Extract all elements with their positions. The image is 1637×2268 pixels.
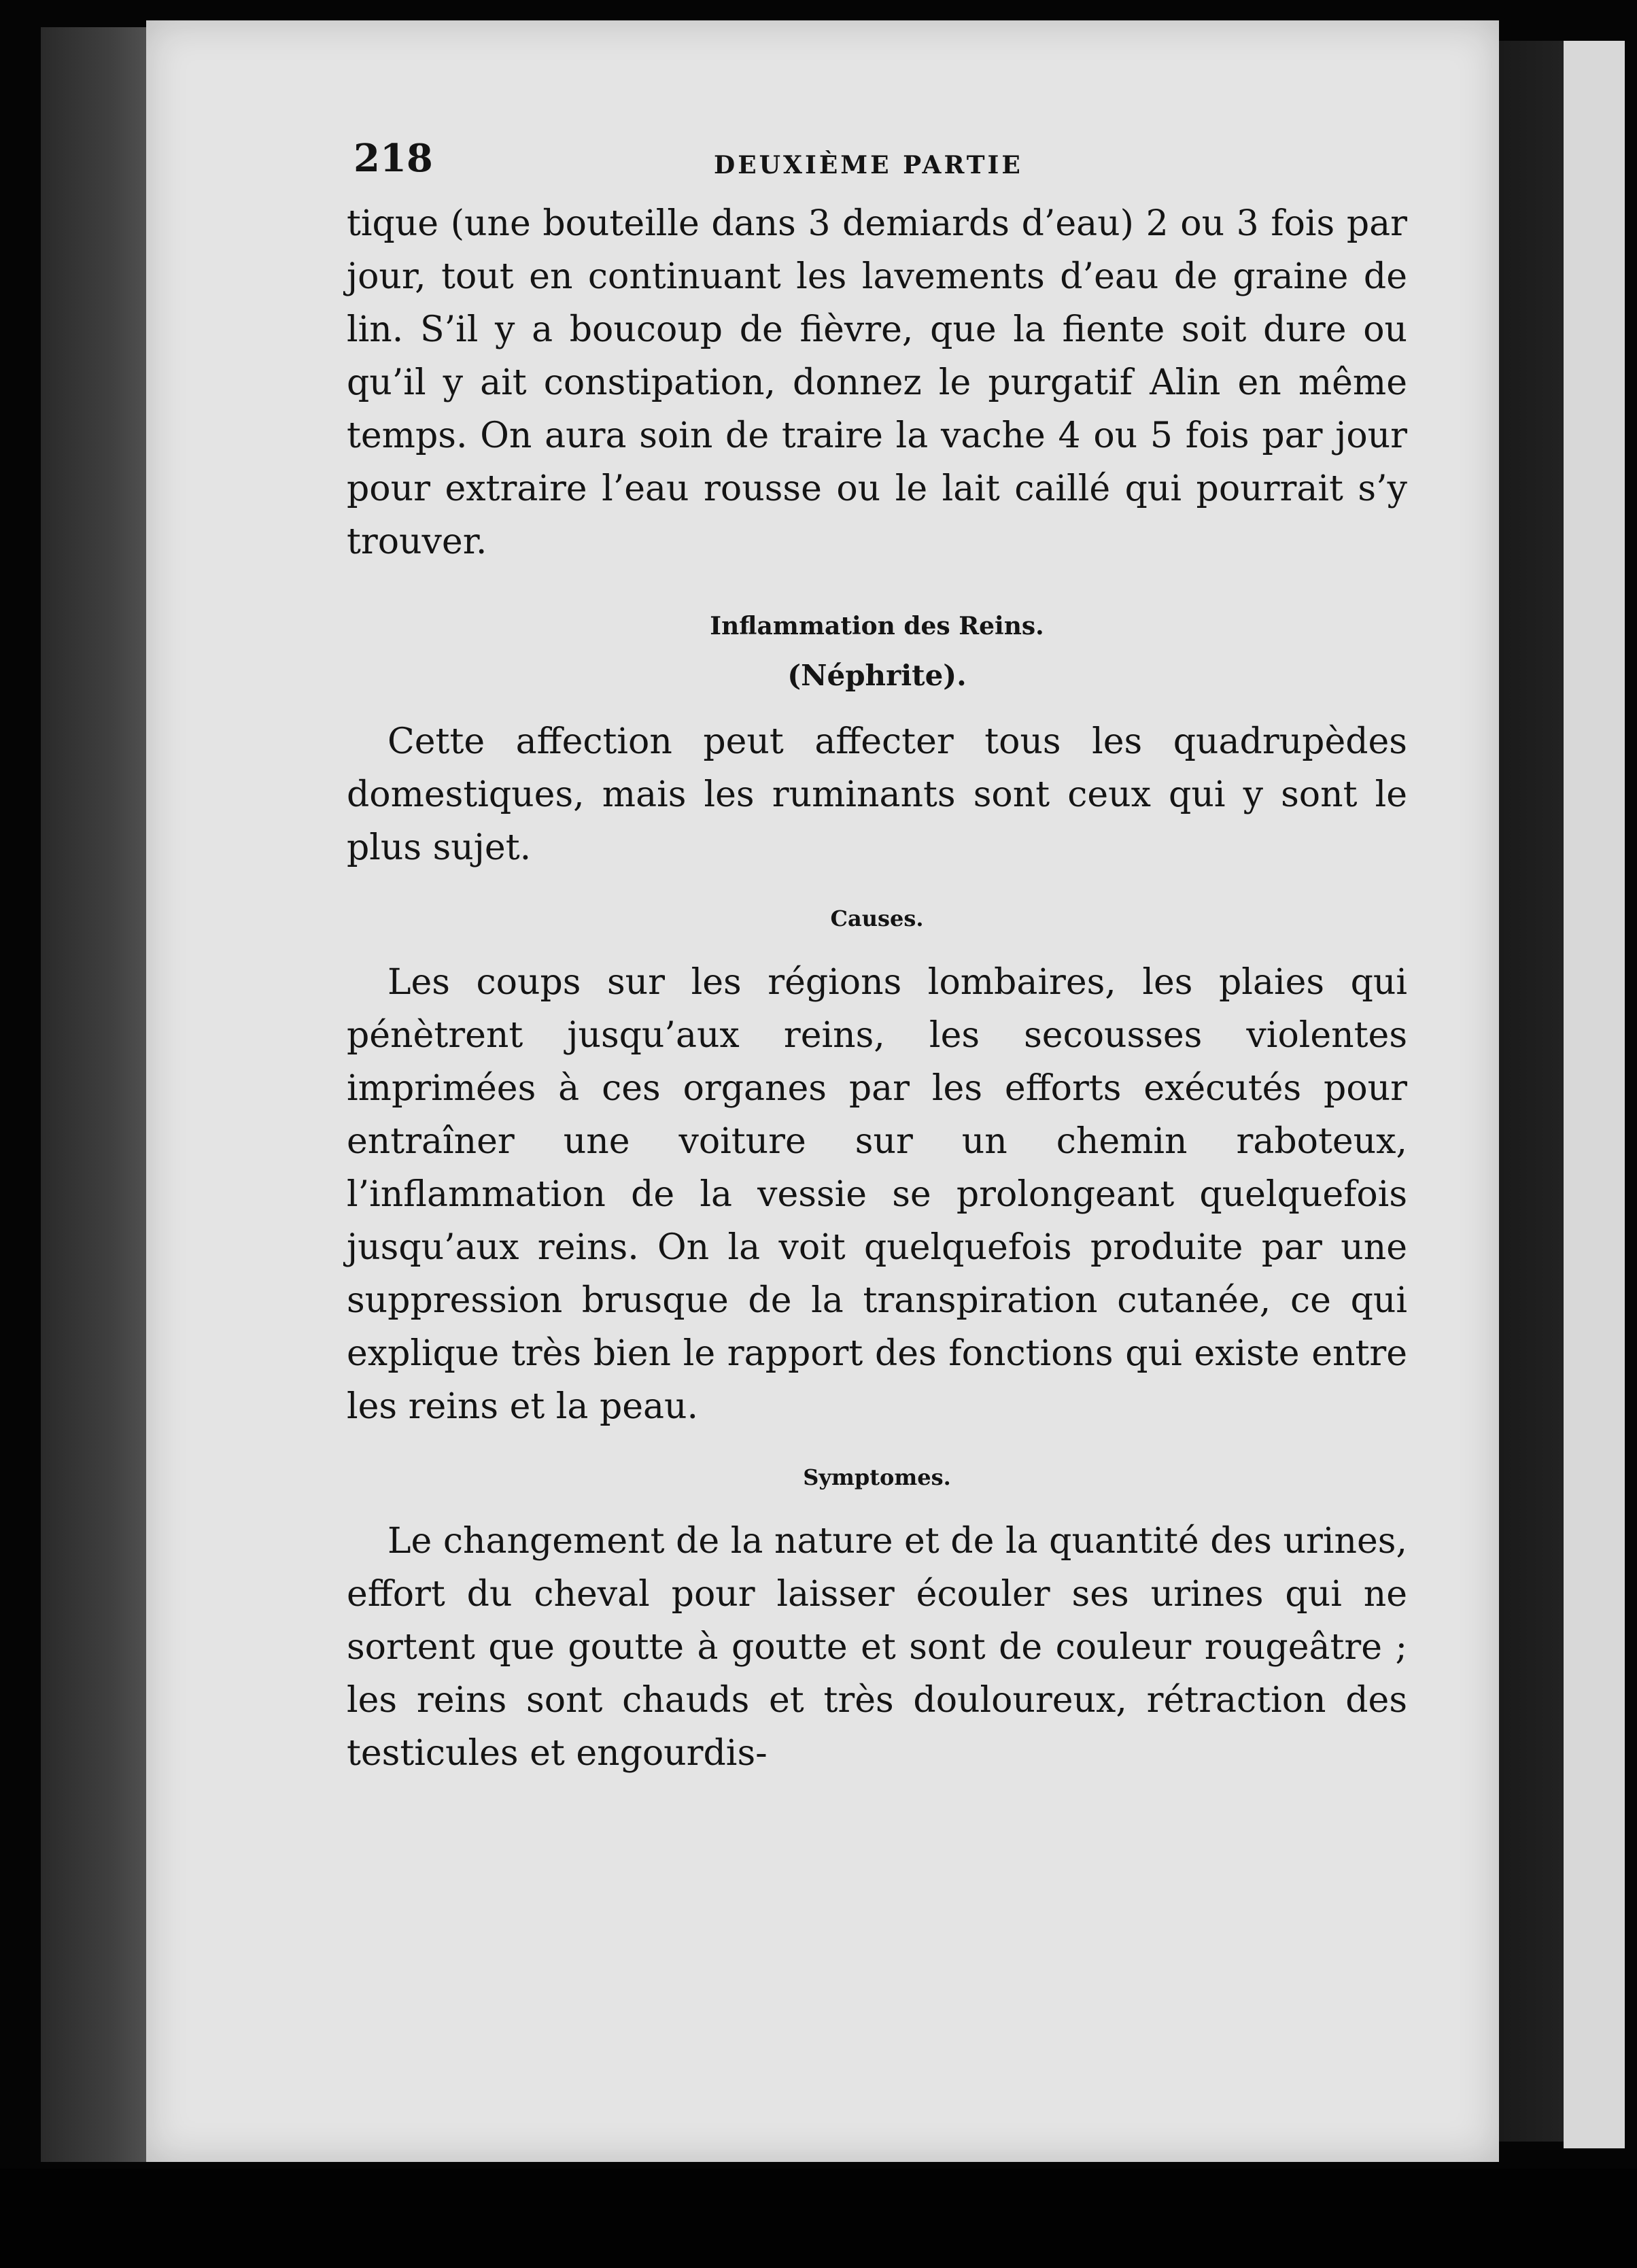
section-title: Inflammation des Reins. xyxy=(710,612,1044,640)
causes-heading: Causes. xyxy=(830,906,924,931)
book-spine xyxy=(41,27,156,2162)
section-subtitle: (Néphrite). xyxy=(787,659,967,692)
page-text-block xyxy=(347,136,1407,1780)
intro-paragraph: Cette affection peut affecter tous les quadrupèdes domestiques, mais les ruminants sont ceux qui y sont le plus sujet. xyxy=(347,721,1407,868)
scan-bottom-border xyxy=(0,2169,1637,2268)
symptoms-heading: Symptomes. xyxy=(803,1464,951,1490)
running-head xyxy=(347,136,1407,197)
page-number: 218 xyxy=(354,136,433,181)
symptoms-paragraph: Le changement de la nature et de la quantité des urines, effort du cheval pour laisser écouler ses urines qui ne sortent que goutte à goutte et sont de couleur rougeâtre ; les reins sont chauds et très douloureux, rétraction des testicules et engourdis- xyxy=(347,1521,1407,1774)
page-gutter-shadow xyxy=(1499,41,1564,2142)
running-head-title: DEUXIÈME PARTIE xyxy=(714,151,1023,179)
causes-paragraph: Les coups sur les régions lombaires, les plaies qui pénètrent jusqu’aux reins, les secousses violentes imprimées à ces organes par les efforts exécutés pour entraîner une voiture sur un chemin raboteux, l’inflammation de la vessie se prolongeant quelquefois jusqu’aux reins. On la voit quelquefois produite par une suppression brusque de la transpiration cutanée, ce qui explique très bien le rapport des fonctions qui existe entre les reins et la peau. xyxy=(347,962,1407,1427)
continued-paragraph: tique (une bouteille dans 3 demiards d’eau) 2 ou 3 fois par jour, tout en continuant les lavements d’eau de graine de lin. S’il y a boucoup de fièvre, que la fiente soit dure ou qu’il y ait constipation, donnez le purgatif Alin en même temps. On aura soin de traire la vache 4 ou 5 fois par jour pour extraire l’eau rousse ou le lait caillé qui pourrait s’y trouver. xyxy=(347,203,1407,562)
next-page-edge xyxy=(1564,41,1625,2148)
